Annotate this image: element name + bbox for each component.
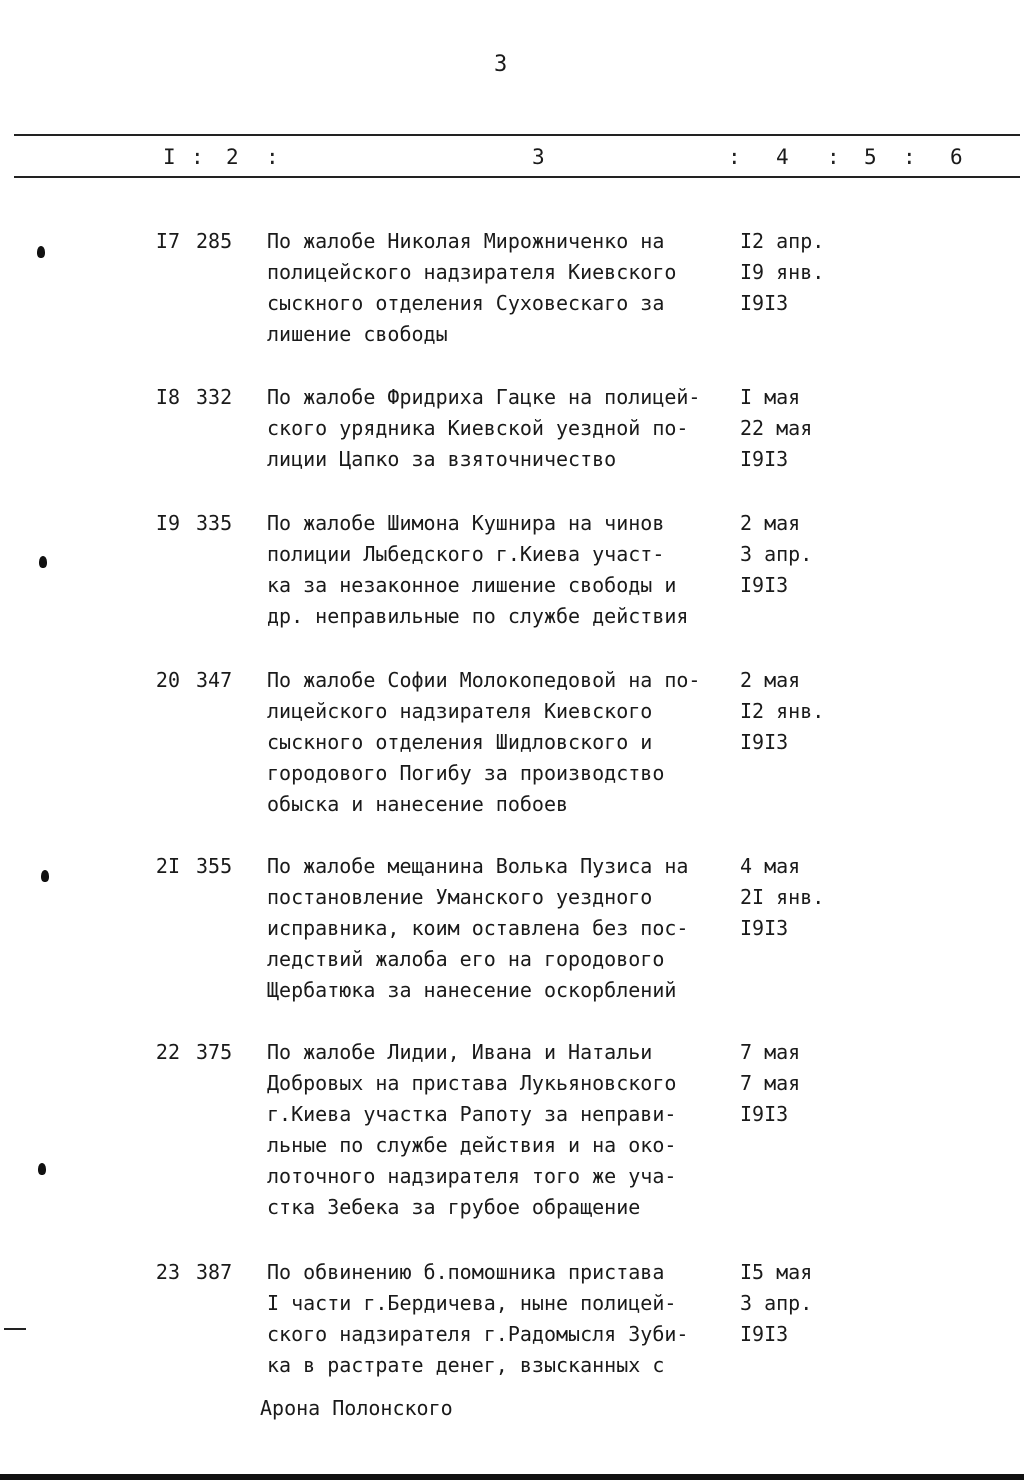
column-header-4: 4 [776, 145, 789, 169]
date-line: 7 мая [740, 1040, 801, 1064]
entry-number: 23 [155, 1260, 180, 1284]
date-line: 4 мая [740, 854, 801, 878]
entry-number: I8 [155, 385, 180, 409]
description-line: ка в растрате денег, взысканных с [267, 1353, 665, 1377]
date-line: 2I янв. [740, 885, 825, 909]
column-separator: : [903, 145, 916, 169]
description-continuation: Арона Полонского [260, 1396, 453, 1420]
date-line: 7 мая [740, 1071, 801, 1095]
page-number: 3 [494, 52, 508, 77]
description-line: Добровых на пристава Лукьяновского [267, 1071, 677, 1095]
description-line: др. неправильные по службе действия [267, 604, 689, 628]
description-line: лицейского надзирателя Киевского [267, 699, 653, 723]
entry-description [267, 382, 729, 475]
date-line: I мая [740, 385, 801, 409]
date-line: I9I3 [740, 916, 789, 940]
binding-hole-mark [37, 246, 45, 258]
column-separator: : [728, 145, 741, 169]
entry-number: I9 [155, 511, 180, 535]
entry-dates [740, 226, 850, 319]
date-line: I9I3 [740, 573, 789, 597]
binding-hole-mark [38, 1163, 46, 1175]
entry-number: 20 [155, 668, 180, 692]
description-line: постановление Уманского уездного [267, 885, 653, 909]
description-line: ского надзирателя г.Радомысля Зуби- [267, 1322, 689, 1346]
description-line: По жалобе Фридриха Гацке на полицей- [267, 385, 701, 409]
date-line: I2 янв. [740, 699, 825, 723]
column-header-1: I [163, 145, 176, 169]
description-line: По жалобе Шимона Кушнира на чинов [267, 511, 665, 535]
date-line: I9 янв. [740, 260, 825, 284]
entry-dates [740, 1257, 850, 1350]
description-line: По жалобе Софии Молокопедовой на по- [267, 668, 701, 692]
binding-hole-mark [41, 870, 49, 882]
description-line: ледствий жалоба его на городового [267, 947, 665, 971]
description-line: полицейского надзирателя Киевского [267, 260, 677, 284]
entry-dates [740, 508, 850, 601]
date-line: I9I3 [740, 730, 789, 754]
column-header-3: 3 [532, 145, 545, 169]
entry-description [267, 226, 729, 350]
date-line: 3 апр. [740, 1291, 813, 1315]
date-line: I9I3 [740, 1102, 789, 1126]
date-line: I2 апр. [740, 229, 825, 253]
entry-dates [740, 1037, 850, 1130]
entry-number: 22 [155, 1040, 180, 1064]
entry-description [267, 1257, 729, 1381]
description-line: лоточного надзирателя того же уча- [267, 1164, 677, 1188]
description-line: I части г.Бердичева, ныне полицей- [267, 1291, 677, 1315]
entry-reference: 347 [196, 668, 233, 692]
margin-dash [4, 1328, 26, 1330]
entry-dates [740, 382, 850, 475]
column-header-5: 5 [864, 145, 877, 169]
binding-hole-mark [39, 556, 47, 568]
entry-dates [740, 665, 850, 758]
date-line: 2 мая [740, 511, 801, 535]
description-line: лишение свободы [267, 322, 448, 346]
entry-number: I7 [155, 229, 180, 253]
description-line: лиции Цапко за взяточничество [267, 447, 617, 471]
description-line: сыскного отделения Суховескаго за [267, 291, 665, 315]
description-line: По обвинению б.помошника пристава [267, 1260, 665, 1284]
column-header-6: 6 [950, 145, 963, 169]
entry-description [267, 508, 729, 632]
description-line: г.Киева участка Рапоту за неправи- [267, 1102, 677, 1126]
description-line: льные по службе действия и на око- [267, 1133, 677, 1157]
entry-number: 2I [155, 854, 180, 878]
date-line: I5 мая [740, 1260, 813, 1284]
date-line: I9I3 [740, 447, 789, 471]
entry-reference: 387 [196, 1260, 233, 1284]
column-separator: : [266, 145, 279, 169]
date-line: 3 апр. [740, 542, 813, 566]
column-separator: : [827, 145, 840, 169]
date-line: 22 мая [740, 416, 813, 440]
description-line: По жалобе Лидии, Ивана и Натальи [267, 1040, 653, 1064]
entry-reference: 285 [196, 229, 233, 253]
entry-dates [740, 851, 850, 944]
description-line: Щербатюка за нанесение оскорблений [267, 978, 677, 1002]
description-line: сыскного отделения Шидловского и [267, 730, 653, 754]
entry-description [267, 665, 729, 820]
date-line: I9I3 [740, 1322, 789, 1346]
entry-reference: 375 [196, 1040, 233, 1064]
description-line: обыска и нанесение побоев [267, 792, 569, 816]
column-separator: : [191, 145, 204, 169]
description-line: полиции Лыбедского г.Киева участ- [267, 542, 665, 566]
description-line: По жалобе мещанина Волька Пузиса на [267, 854, 689, 878]
entry-reference: 335 [196, 511, 233, 535]
description-line: исправника, коим оставлена без пос- [267, 916, 689, 940]
entry-description [267, 851, 729, 1006]
column-header-2: 2 [226, 145, 239, 169]
scan-bottom-edge [0, 1474, 1024, 1480]
entry-reference: 332 [196, 385, 233, 409]
header-rule-bottom [14, 176, 1020, 178]
description-line: По жалобе Николая Мирожниченко на [267, 229, 665, 253]
description-line: ка за незаконное лишение свободы и [267, 573, 677, 597]
header-rule-top [14, 134, 1020, 136]
description-line: ского урядника Киевской уездной по- [267, 416, 689, 440]
date-line: 2 мая [740, 668, 801, 692]
date-line: I9I3 [740, 291, 789, 315]
entry-description [267, 1037, 729, 1223]
entry-reference: 355 [196, 854, 233, 878]
description-line: стка Зебека за грубое обращение [267, 1195, 641, 1219]
description-line: городового Погибу за производство [267, 761, 665, 785]
